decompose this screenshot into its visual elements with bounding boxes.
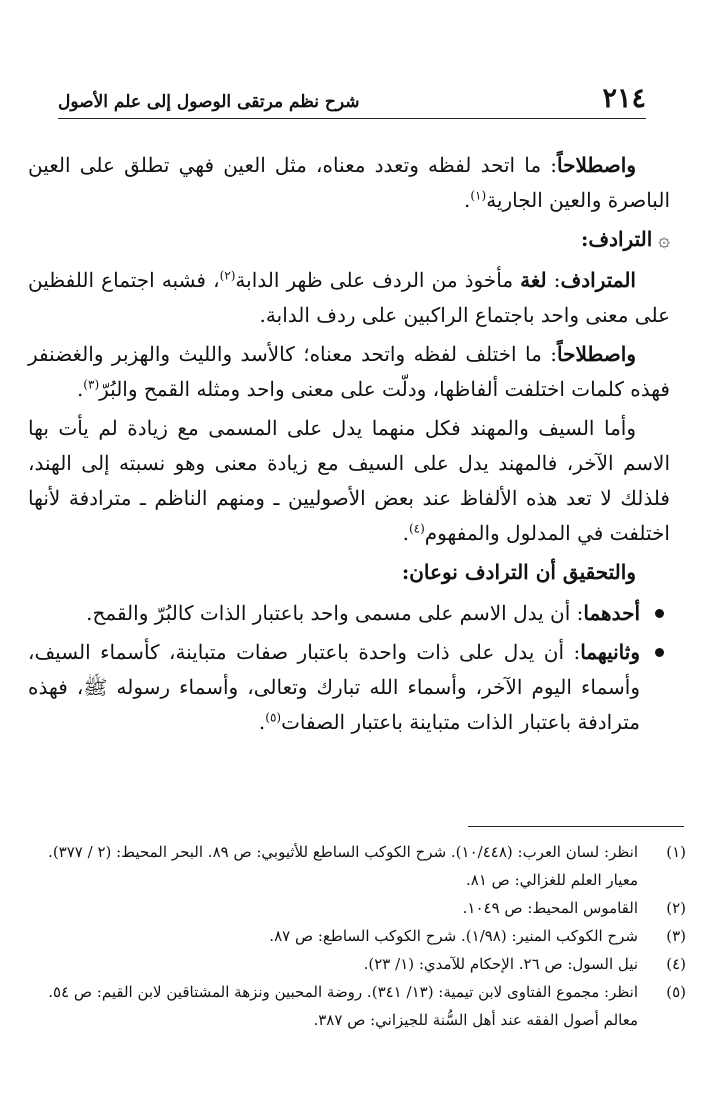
footnote-number: (١) <box>666 843 686 861</box>
footnote-number: (٤) <box>666 955 686 973</box>
list-item: وثانيهما: أن يدل على ذات واحدة باعتبار صفات متباينة، كأسماء السيف، وأسماء اليوم الآخر، وأسماء الله تبارك وتعالى، وأسماء رسوله ﷺ، فهذه مترادفة باعتبار الذات متباينة باعتبار الصفات$^{(٥)}$. <box>28 635 670 740</box>
footnote-ref-5: (٥) <box>265 710 282 725</box>
footnote <box>30 838 686 894</box>
page-header <box>58 82 646 119</box>
paragraph-lugha: المترادف: لغة مأخوذ من الردف على ظهر الدابة$^{(٢)}$، فشبه اجتماع اللفظين على معنى واحد باجتماع الراكبين على ردف الدابة. <box>28 268 670 327</box>
footnote-number: (٢) <box>666 899 686 917</box>
term-ahaduhuma: أحدهما <box>583 601 640 625</box>
paragraph-istilah-mushtarak: واصطلاحاً: ما اتحد لفظه وتعدد معناه، مثل العين فهي تطلق على العين الباصرة والعين الجارية$^{(١)}$. <box>28 153 670 212</box>
footnote-ref-1: (١) <box>470 188 487 203</box>
body-text <box>28 148 670 744</box>
footnote-ref-3: (٣) <box>83 377 100 392</box>
term-istilahan: واصطلاحاً <box>557 153 636 177</box>
list-item-text: : أن يدل على ذات واحدة باعتبار صفات متباينة، كأسماء السيف، وأسماء اليوم الآخر، وأسماء الله تبارك وتعالى، وأسماء رسوله ﷺ، فهذه مترادفة باعتبار الذات متباينة باعتبار الصفات <box>28 640 641 734</box>
footnote-text: انظر: لسان العرب: (١٠/٤٤٨). شرح الكوكب الساطع للأثيوبي: ص ٨٩. البحر المحيط: (٢ / ٣٧٧). معيار العلم للغزالي: ص ٨١. <box>48 843 638 889</box>
section-heading-taraduf <box>28 222 670 257</box>
list-item-text: : أن يدل الاسم على مسمى واحد باعتبار الذات كالبُرّ والقمح. <box>86 601 584 625</box>
bullet-icon <box>655 609 664 618</box>
page-number: ٢١٤ <box>602 83 646 114</box>
footnote-text: نيل السول: ص ٢٦. الإحكام للآمدي: (١/ ٢٣). <box>363 955 638 973</box>
paragraph-text: وأما السيف والمهند فكل منهما يدل على المسمى مع زيادة لم يأت بها الاسم الآخر، فالمهند يدل على السيف مع زيادة معنى وهو نسبته إلى الهند، فلذلك لا تعد هذه الألفاظ عند بعض الأصوليين ـ ومنهم الناظم ـ مترادفة لأنها اختلفت في المدلول والمفهوم <box>28 416 670 545</box>
rosette-icon: ۞ <box>658 227 670 251</box>
footnote <box>30 978 686 1034</box>
footnote <box>30 894 686 922</box>
footnote <box>30 922 686 950</box>
list-item <box>28 596 670 631</box>
bullet-icon <box>655 648 664 657</box>
footnote-divider <box>468 826 684 827</box>
definition-text: مأخوذ من الردف على ظهر الدابة <box>235 268 521 292</box>
paragraph-istilah-taraduf: واصطلاحاً: ما اختلف لفظه واتحد معناه؛ كالأسد والليث والهزبر والغضنفر فهذه كلمات اختلفت ألفاظها، ودلّت على معنى واحد ومثله القمح والبُرّ$^{(٣)}$. <box>28 342 670 401</box>
footnote-text: انظر: مجموع الفتاوى لابن تيمية: (١٣/ ٣٤١). روضة المحبين ونزهة المشتاقين لابن القيم: ص ٥٤. معالم أصول الفقه عند أهل السُّنة للجيزاني: ص ٣٨٧. <box>48 983 638 1029</box>
running-title: شرح نظم مرتقى الوصول إلى علم الأصول <box>58 92 360 112</box>
term-lugha: لغة <box>520 268 547 292</box>
heading-label: الترادف: <box>580 227 653 251</box>
footnote-text: شرح الكوكب المنير: (١/٩٨). شرح الكوكب الساطع: ص ٨٧. <box>269 927 638 945</box>
definition-text: : ما اتحد لفظه وتعدد معناه، مثل العين فهي تطلق على العين الباصرة والعين الجارية <box>28 153 670 212</box>
footnote-number: (٣) <box>666 927 686 945</box>
definition-text-cont: ، فشبه اجتماع اللفظين على معنى واحد باجتماع الراكبين على ردف الدابة. <box>28 268 670 327</box>
footnote <box>30 950 686 978</box>
section-heading-tahqiq: والتحقيق أن الترادف نوعان: <box>401 560 636 584</box>
paragraph-sayf-muhannad: وأما السيف والمهند فكل منهما يدل على المسمى مع زيادة لم يأت بها الاسم الآخر، فالمهند يدل على السيف مع زيادة معنى وهو نسبته إلى الهند، فلذلك لا تعد هذه الألفاظ عند بعض الأصوليين ـ ومنهم الناظم ـ مترادفة لأنها اختلفت في المدلول والمفهوم$^{(٤)}$. <box>28 416 670 545</box>
term-thanihuma: وثانيهما <box>580 640 640 664</box>
footnote-number: (٥) <box>666 983 686 1001</box>
footnote-ref-2: (٢) <box>219 268 236 283</box>
term-istilahan: واصطلاحاً <box>557 342 636 366</box>
footnotes <box>30 838 686 1034</box>
footnote-ref-4: (٤) <box>408 521 425 536</box>
term-mutaradif: المترادف <box>560 268 636 292</box>
footnote-text: القاموس المحيط: ص ١٠٤٩. <box>462 899 638 917</box>
definition-text: : ما اختلف لفظه واتحد معناه؛ كالأسد والليث والهزبر والغضنفر فهذه كلمات اختلفت ألفاظها، ودلّت على معنى واحد ومثله القمح والبُرّ <box>28 342 670 401</box>
